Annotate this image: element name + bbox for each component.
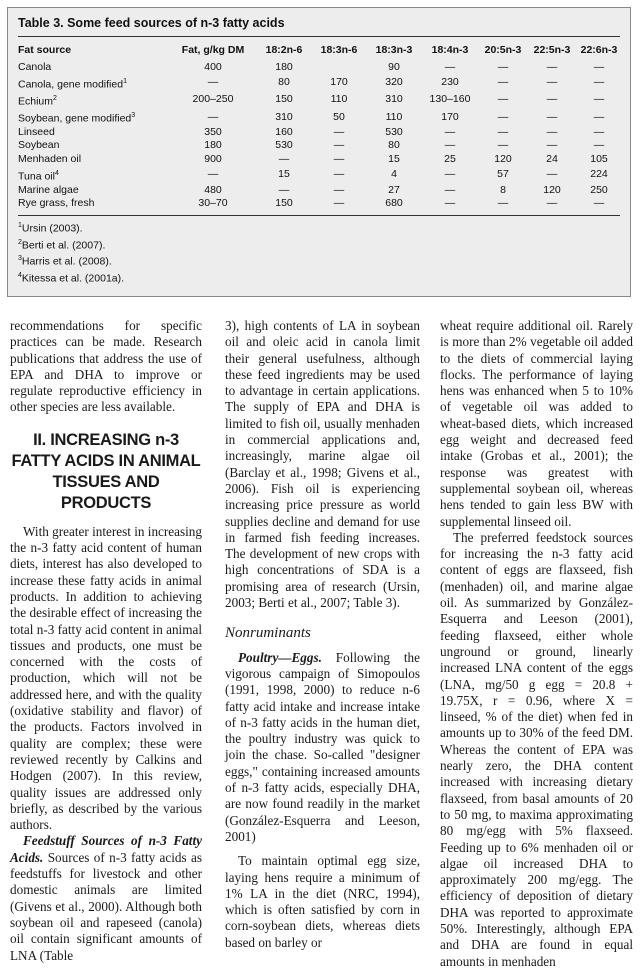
table-row — [18, 126, 622, 140]
table-row — [18, 197, 622, 211]
value-cell: 530 — [385, 125, 403, 138]
value-cell: 150 — [275, 93, 293, 106]
value-cell: 250 — [590, 183, 608, 196]
footnote: $^2$Berti et al. (2007). — [18, 238, 106, 251]
table-row — [18, 61, 622, 75]
value-cell: — — [546, 139, 558, 152]
value-cell: 25 — [444, 153, 456, 166]
value-cell: 90 — [388, 61, 400, 73]
poultry-eggs-runin-heading: Poultry—Eggs. — [238, 649, 322, 665]
value-cell: — — [497, 139, 509, 152]
value-cell: — — [207, 168, 219, 181]
value-cell: — — [333, 197, 345, 210]
value-cell: — — [593, 93, 605, 106]
table-row — [18, 92, 622, 109]
feedstuff-runin-heading: Feedstuff Sources of n-3 Fatty Acids. — [10, 833, 202, 865]
value-cell: — — [593, 197, 605, 210]
footnote-marker: 3 — [131, 111, 136, 119]
fat-source-cell: Canola — [18, 61, 52, 73]
table-top-rule — [18, 36, 620, 37]
column-header: 18:3n-6 — [320, 44, 358, 56]
column-header: 18:2n-6 — [265, 44, 303, 56]
value-cell: — — [207, 110, 219, 123]
value-cell: 57 — [497, 168, 509, 181]
fat-source-cell: Canola, gene modified$^1$ — [18, 77, 127, 91]
value-cell: — — [497, 197, 509, 210]
value-cell: 680 — [385, 197, 403, 210]
table-row — [18, 75, 622, 92]
value-cell: 400 — [204, 61, 222, 73]
footnote: $^4$Kitessa et al. (2001a). — [18, 271, 125, 284]
value-cell: — — [444, 61, 456, 73]
value-cell: 80 — [278, 76, 290, 89]
value-cell: — — [546, 168, 558, 181]
column-header: 18:4n-3 — [431, 44, 469, 56]
value-cell: — — [333, 139, 345, 152]
value-cell: — — [333, 168, 345, 181]
value-cell: — — [444, 183, 456, 196]
value-cell: — — [593, 76, 605, 89]
value-cell: — — [444, 125, 456, 138]
col1-paragraph-1: With greater interest in increasing the n-3 fatty acid content of human diets, interest has also developed to increase these fatty acids in animal products. In addition to achieving the desirable effect of increasing the total n-3 fatty acid content in animal tissues and products, one must be concerned with the costs of production, which will not be addressed here, and with the quality (oxidative stability and flavor) of the products. Factors involved in quality are complex; these were reviewed recently by Calkins and Hodgen (2007). In this review, quality issues are addressed only briefly, as described by the various authors. — [10, 523, 202, 833]
value-cell: — — [593, 110, 605, 123]
value-cell: — — [207, 76, 219, 89]
value-cell: 900 — [204, 153, 222, 166]
value-cell: 24 — [546, 153, 558, 166]
value-cell: 120 — [543, 183, 561, 196]
value-cell: — — [593, 139, 605, 152]
value-cell: 530 — [275, 139, 293, 152]
value-cell: 15 — [388, 153, 400, 166]
column-header: 22:6n-3 — [580, 44, 618, 56]
col1-paragraph-2 — [10, 833, 202, 963]
section-heading: II. INCREASING n-3 FATTY ACIDS IN ANIMAL TISSUES AND PRODUCTS — [11, 430, 201, 512]
fat-source-cell: Rye grass, fresh — [18, 197, 95, 210]
value-cell: 310 — [385, 93, 403, 106]
value-cell: — — [546, 61, 558, 73]
value-cell: 180 — [204, 139, 222, 152]
value-cell: 110 — [385, 110, 403, 123]
value-cell: 120 — [494, 153, 512, 166]
value-cell: 150 — [275, 197, 293, 210]
value-cell: — — [497, 125, 509, 138]
value-cell: — — [497, 93, 509, 106]
table-row — [18, 139, 622, 153]
value-cell: — — [593, 125, 605, 138]
value-cell: — — [333, 153, 345, 166]
value-cell: — — [278, 183, 290, 196]
fat-source-cell: Marine algae — [18, 183, 79, 196]
col2-paragraph-1: 3), high contents of LA in soybean oil and oleic acid in canola limit their general usefulness, although these feed ingredients may be used to advantage in certain applications. The supply of EPA and DHA is limited to fish oil, usually menhaden in commercial applications and, increasingly, marine algae oil (Barclay et al., 1998; Givens et al., 2006). Fish oil is experiencing increasing price pressure as world supplies decline and demand for use in farmed fish feeding increases. The development of new crops with high concentrations of SDA is a promising area of research (Ursin, 2003; Berti et al., 2007; Table 3). — [225, 318, 420, 611]
value-cell: 180 — [275, 61, 293, 73]
value-cell: — — [333, 125, 345, 138]
value-cell: — — [546, 93, 558, 106]
value-cell: — — [497, 61, 509, 73]
column-header: 18:3n-3 — [375, 44, 413, 56]
value-cell: 310 — [275, 110, 293, 123]
footnote: $^3$Harris et al. (2008). — [18, 255, 112, 268]
value-cell: 110 — [330, 93, 348, 106]
column-header: 22:5n-3 — [533, 44, 571, 56]
value-cell: — — [546, 110, 558, 123]
value-cell: — — [497, 76, 509, 89]
table-row — [18, 167, 622, 184]
value-cell: 224 — [590, 168, 608, 181]
table-header-row — [18, 42, 622, 61]
value-cell: — — [444, 168, 456, 181]
fat-source-cell: Menhaden oil — [18, 153, 82, 166]
value-cell: 350 — [204, 125, 222, 138]
table-row — [18, 109, 622, 126]
table-body — [18, 61, 622, 211]
value-cell: — — [546, 125, 558, 138]
col3-paragraph-2: The preferred feedstock sources for increasing the n-3 fatty acid content of eggs are flaxseed, fish (menhaden) oil, and marine algae oil. As summarized by González-Esquerra and Leeson (2001), feeding flaxseed, either whole unground or ground, linearly increased LNA content of the eggs (LNA, mg/50 g egg = 20.8 + 19.75X, r = 0.96, where X = linseed, % of the diet) when fed in amounts up to 30% of the feed DM. Whereas the content of EPA was nearly zero, the DHA content increased with increasing dietary flaxseed, from basal amounts of 20 to 50 mg, to maxima approximating 80 mg/egg with 5% flaxseed. Feeding up to 6% menhaden oil or algae oil increased DHA to approximately 200 mg/egg. The efficiency of deposition of dietary DHA was reported to approximate 50%. Interestingly, although EPA and DHA are found in equal amounts in menhaden — [440, 529, 633, 969]
col2-paragraph-2 — [225, 650, 420, 846]
value-cell: 480 — [204, 183, 222, 196]
value-cell: 30–70 — [198, 197, 228, 210]
col2-paragraph-2-text: Following the vigorous campaign of Simopoulos (1991, 1998, 2000) to reduce n-6 fatty acid intake and increase intake of n-3 fatty acids in the human diet, the poultry industry was quick to join the chase. So-called "designer eggs," containing increased amounts of n-3 fatty acids, especially DHA, are now found readily in the market (González-Esquerra and Leeson, 2001) — [225, 649, 420, 844]
value-cell: 160 — [275, 125, 293, 138]
fat-source-cell: Echium$^2$ — [18, 94, 57, 108]
column-1 — [10, 318, 202, 964]
column-header: 20:5n-3 — [484, 44, 522, 56]
value-cell: — — [546, 197, 558, 210]
table-bottom-rule — [18, 215, 620, 216]
value-cell: — — [278, 153, 290, 166]
value-cell: — — [444, 197, 456, 210]
footnote-marker: 2 — [53, 94, 57, 102]
footnote-marker: 1 — [123, 77, 127, 85]
column-header: Fat, g/kg DM — [181, 44, 245, 56]
table-row — [18, 184, 622, 198]
value-cell: 8 — [500, 183, 506, 196]
col3-paragraph-1: wheat require additional oil. Rarely is more than 2% vegetable oil added to the diets of commercial laying flocks. The performance of laying hens was enhanced when 5 to 10% of vegetable oil was added to wheat-based diets, which increased egg weight and decreased feed intake (Grobas et al., 2001); the response was greatest with supplemental soybean oil, whereas hens tended to gain less BW with supplemental linseed oil. — [440, 318, 633, 529]
value-cell: 4 — [391, 168, 397, 181]
value-cell: — — [546, 76, 558, 89]
value-cell: 170 — [330, 76, 348, 89]
column-3 — [440, 318, 633, 970]
col2-paragraph-3: To maintain optimal egg size, laying hens require a minimum of 1% LA in the diet (NRC, 1994), which is often satisfied by corn in corn-soybean diets, whereas diets based on barley or — [225, 853, 420, 950]
col1-intro-paragraph: recommendations for specific practices can be made. Research publications that address the use of EPA and DHA to improve or regulate reproductive efficiency in other species are less available. — [10, 318, 202, 415]
value-cell: — — [333, 183, 345, 196]
value-cell: 27 — [388, 183, 400, 196]
fat-source-cell: Soybean, gene modified$^3$ — [18, 111, 136, 125]
value-cell: 320 — [385, 76, 403, 89]
col1-paragraph-2-text: Sources of n-3 fatty acids as feedstuffs for livestock and other domestic animals are limited (Givens et al., 2000). Although both soybean oil and rapeseed (canola) oil contain significant amounts of LNA (Table — [10, 849, 202, 963]
value-cell: 80 — [388, 139, 400, 152]
column-header: Fat source — [18, 44, 72, 56]
value-cell: 170 — [441, 110, 459, 123]
value-cell: 105 — [590, 153, 608, 166]
column-2 — [225, 318, 420, 951]
value-cell: 130–160 — [429, 93, 471, 106]
nonruminants-heading: Nonruminants — [225, 625, 311, 642]
value-cell: — — [593, 61, 605, 73]
value-cell — [312, 61, 366, 75]
footnote: $^1$Ursin (2003). — [18, 222, 83, 235]
footnote-marker: 4 — [54, 169, 59, 177]
fat-source-cell: Tuna oil$^4$ — [18, 169, 59, 183]
table-title: Table 3. Some feed sources of n-3 fatty acids — [18, 16, 285, 30]
value-cell: — — [497, 110, 509, 123]
value-cell: 200–250 — [192, 93, 234, 106]
table-3 — [7, 7, 631, 297]
fat-source-cell: Soybean — [18, 139, 60, 152]
value-cell: — — [444, 139, 456, 152]
table-row — [18, 153, 622, 167]
fat-source-cell: Linseed — [18, 125, 55, 138]
value-cell: 230 — [441, 76, 459, 89]
value-cell: 15 — [278, 168, 290, 181]
fatty-acid-table — [18, 42, 622, 211]
value-cell: 50 — [333, 110, 345, 123]
